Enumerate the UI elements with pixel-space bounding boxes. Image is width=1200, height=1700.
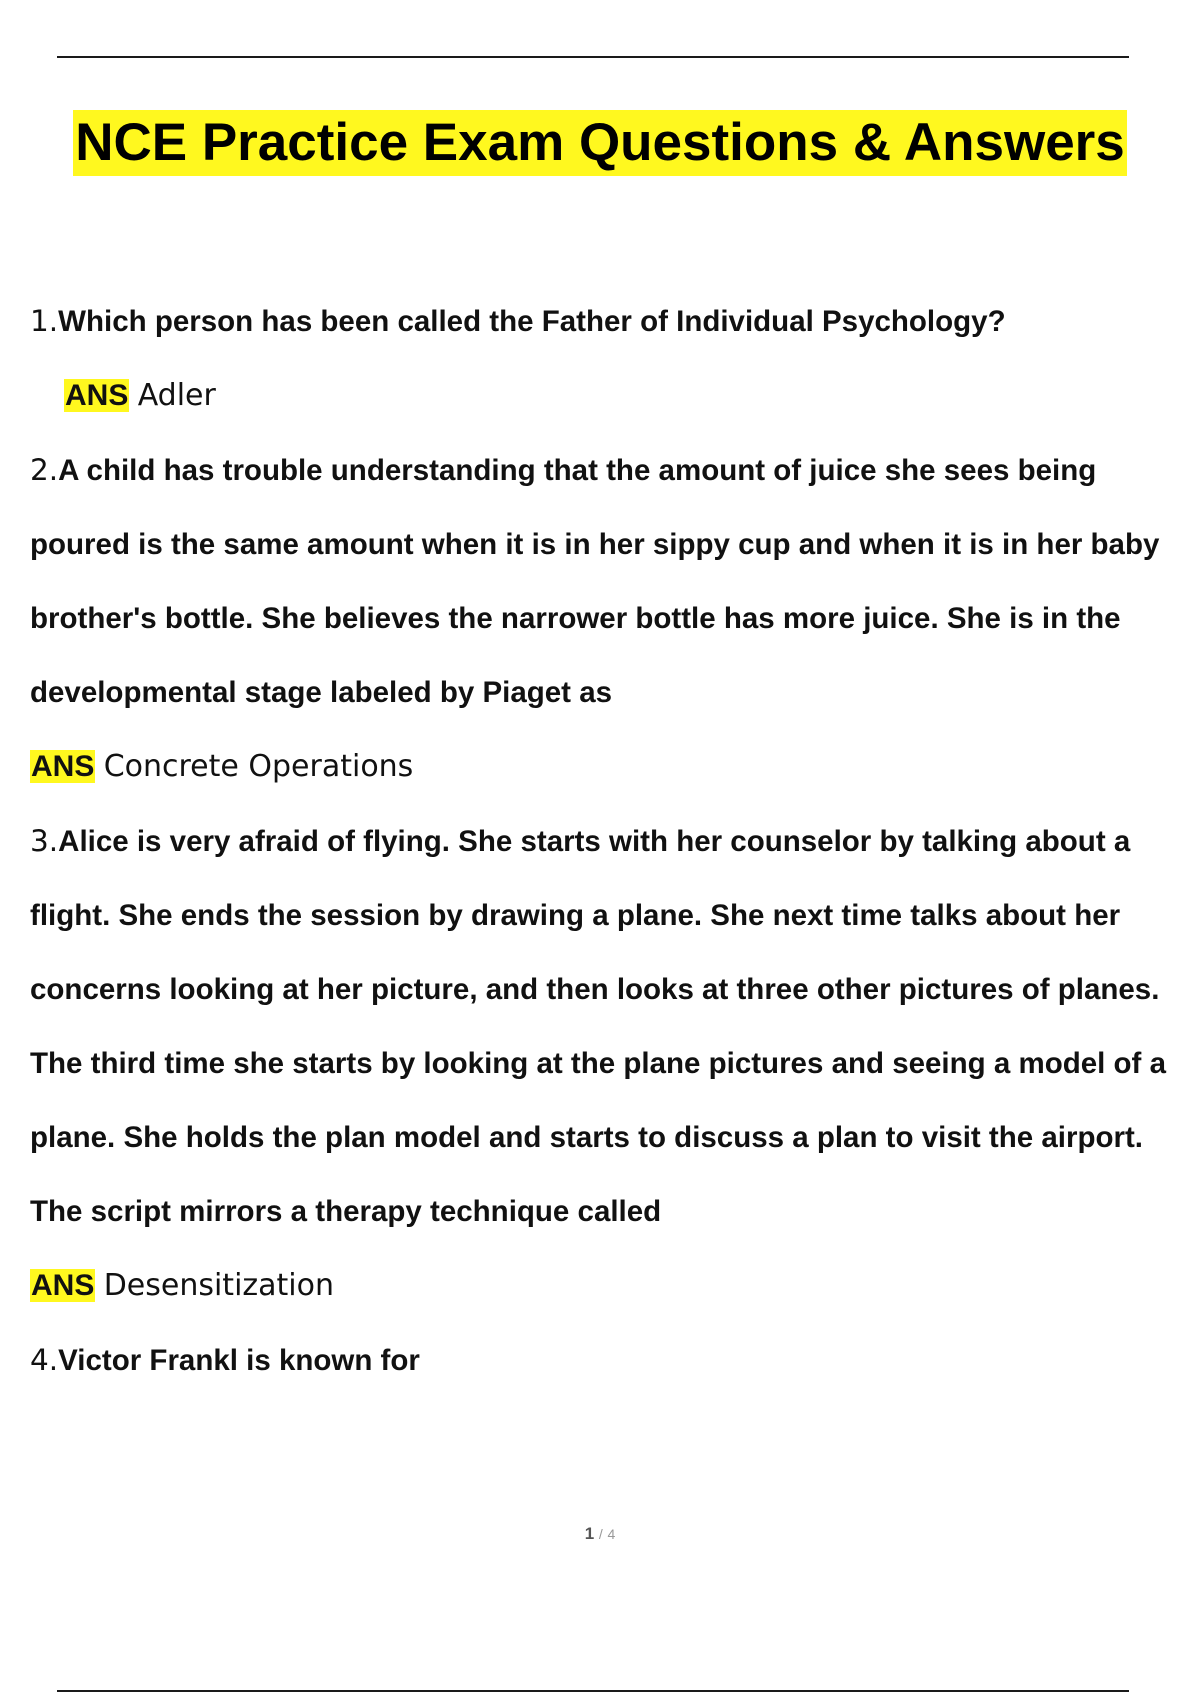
- question-text: Alice is very afraid of flying. She starts with her counselor by talking about a flight. She ends the session by drawing a plane. She next time talks about her concerns looking at her picture, and then looks at three other pictures of planes. The third time she starts by looking at the plane pictures and seeing a model of a plane. She holds the plan model and starts to discuss a plan to visit the airport. The script mirrors a therapy technique called: [30, 825, 1166, 1228]
- bottom-rule: [57, 1690, 1129, 1692]
- question-text: Which person has been called the Father of Individual Psychology?: [58, 305, 1006, 338]
- question-2: [30, 433, 1195, 730]
- answer-label: ANS: [31, 1269, 95, 1302]
- answer-label: ANS: [31, 750, 95, 783]
- page-title: NCE Practice Exam Questions & Answers: [73, 110, 1127, 176]
- page-indicator: [0, 1524, 1200, 1544]
- page-total: 4: [607, 1526, 616, 1542]
- answer-label: ANS: [65, 379, 129, 412]
- page-separator: /: [598, 1526, 603, 1542]
- question-text: A child has trouble understanding that the amount of juice she sees being poured is the same amount when it is in her sippy cup and when it is in her baby brother's bottle. She believes the narrower bottle has more juice. She is in the developmental stage labeled by Piaget as: [30, 454, 1160, 709]
- page-current: 1: [584, 1524, 595, 1543]
- answer-2: [30, 730, 1195, 804]
- document-body: [30, 284, 1195, 1398]
- answer-text: Concrete Operations: [103, 749, 414, 784]
- answer-1: [30, 359, 1195, 433]
- answer-3: [30, 1249, 1195, 1323]
- question-number: 1.: [30, 304, 59, 338]
- question-number: 3.: [30, 824, 59, 858]
- title-container: [0, 110, 1200, 176]
- question-number: 2.: [30, 453, 59, 487]
- question-number: 4.: [30, 1343, 59, 1377]
- question-4: [30, 1323, 1195, 1398]
- question-text: Victor Frankl is known for: [58, 1344, 420, 1377]
- answer-text: Adler: [137, 378, 216, 413]
- answer-text: Desensitization: [103, 1268, 335, 1303]
- top-rule: [57, 56, 1129, 58]
- question-3: [30, 804, 1195, 1249]
- question-1: [30, 284, 1195, 359]
